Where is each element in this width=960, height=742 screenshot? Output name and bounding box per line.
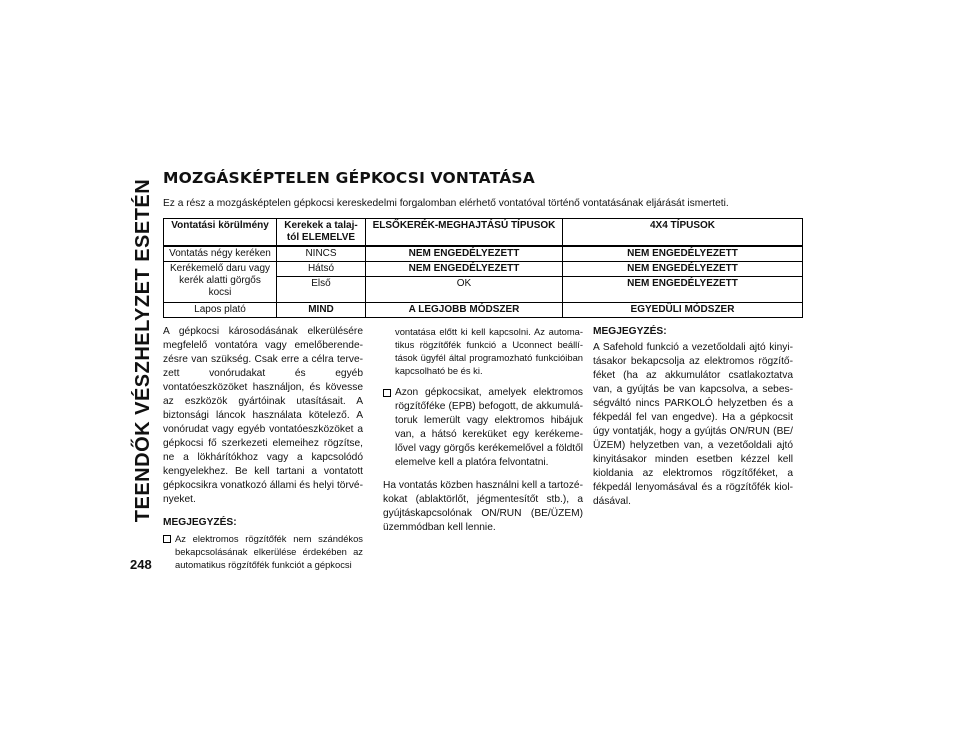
table-cell: Hátsó [277,262,366,277]
bullet-square-icon [163,535,171,543]
table-cell: NEM ENGEDÉLYEZETT [366,262,563,277]
section-side-title-text: TEENDŐK VÉSZHELYZET ESETÉN [132,178,155,522]
text-column-3 [593,325,793,518]
table-cell: Első [277,277,366,303]
bullet-text: Azon gépkocsikat, amelyek elektromos rögzítőféke (EPB) befogott, de akkumulá-toruk lemerült vagy elektromos hibájuk van, a hátsó kereküket egy kerékeme-lővel vagy görgős kerékemelővel a földtől elemelve kell a platóra felvontatni. [395,387,583,468]
table-cell: EGYEDÜLI MÓDSZER [563,303,803,318]
bullet-text: Az elektromos rögzítőfék nem szándékos bekapcsolásának elkerülése érdekében az automatikus rögzítőfék funkciót a gépkocsi [175,533,363,570]
table-header-cell: Kerekek a talaj-tól ELEMELVE [277,219,366,247]
towing-paragraph: A gépkocsi károsodásának elkerülésére megfelelő vontatóra vagy emelőberende-zésre van szükség. Csak erre a célra terve-zett vonórudakat és egyéb vontatóeszközöket használjon, és kövesse az eszközök gyártóinak utasításait. A biztonsági láncok használata kötelező. A vonórudat vagy egyéb vontatóeszközöket a gépkocsi fő szerkezeti elemeihez rögzítse, ne a lökhárítókhoz vagy a kapcsolódó kengyelekhez. Be kell tartani a vontatott gépkocsikra vonatkozó állami és helyi törvé-nyeket. [163,326,363,505]
bullet-item [383,386,583,470]
page-heading: MOZGÁSKÉPTELEN GÉPKOCSI VONTATÁSA [163,169,535,187]
table-cell: MIND [277,303,366,318]
table-row [164,246,803,262]
table-header-cell: Vontatási körülmény [164,219,277,247]
bullet-continuation: vontatása előtt ki kell kapcsolni. Az automa-tikus rögzítőfék funkció a Uconnect beállí-tások ügyfél által programozható funkcióiban kapcsolható be és ki. [395,326,583,376]
intro-paragraph: Ez a rész a mozgásképtelen gépkocsi kereskedelmi forgalomban elérhető vontatóval történő vontatásának eljárását ismerteti. [163,198,729,209]
table-header-cell: ELSŐKERÉK-MEGHAJTÁSÚ TÍPUSOK [366,219,563,247]
table-cell: Kerékemelő daru vagy kerék alatti görgős kocsi [164,262,277,303]
towing-table [163,218,803,318]
bullet-item [163,532,363,571]
table-header-row [164,219,803,247]
table-cell: NEM ENGEDÉLYEZETT [366,246,563,262]
accessories-paragraph: Ha vontatás közben használni kell a tartozé-kokat (ablaktörlőt, jégmentesítőt stb.), a gyújtáskapcsolónak ON/RUN (BE/ÜZEM) üzemmódban kell lennie. [383,480,583,533]
table-cell: NEM ENGEDÉLYEZETT [563,277,803,303]
table-row [164,262,803,277]
table-header-cell: 4X4 TÍPUSOK [563,219,803,247]
safehold-paragraph: A Safehold funkció a vezetőoldali ajtó kinyi-tásakor bekapcsolja az elektromos rögzítő-féket (ha az akkumulátor csatlakoztatva van, a gyújtás be van kapcsolva, a sebes-ségváltó nincs PARKOLÓ helyzetben és a fékpedál fel van engedve). Ha a gépkocsit úgy vontatják, hogy a gyújtás ON/RUN (BE/ÜZEM) helyzetben van, a vezetőoldali ajtó kinyitásakor minden esetben kézzel kell kioldania az elektromos rögzítőféket, a fékpedál lenyomásával és a rögzítőfék kiol-dásával. [593,342,793,507]
text-column-1 [163,325,363,571]
table-row [164,303,803,318]
text-column-2 [383,325,583,544]
note-label: MEGJEGYZÉS: [163,517,237,528]
table-cell: Lapos plató [164,303,277,318]
section-side-title [129,155,159,545]
note-label: MEGJEGYZÉS: [593,326,667,337]
table-cell: OK [366,277,563,303]
table-cell: NINCS [277,246,366,262]
table-cell: NEM ENGEDÉLYEZETT [563,246,803,262]
page-number: 248 [130,557,152,572]
table-cell: NEM ENGEDÉLYEZETT [563,262,803,277]
table-cell: A LEGJOBB MÓDSZER [366,303,563,318]
bullet-square-icon [383,389,391,397]
table-cell: Vontatás négy keréken [164,246,277,262]
